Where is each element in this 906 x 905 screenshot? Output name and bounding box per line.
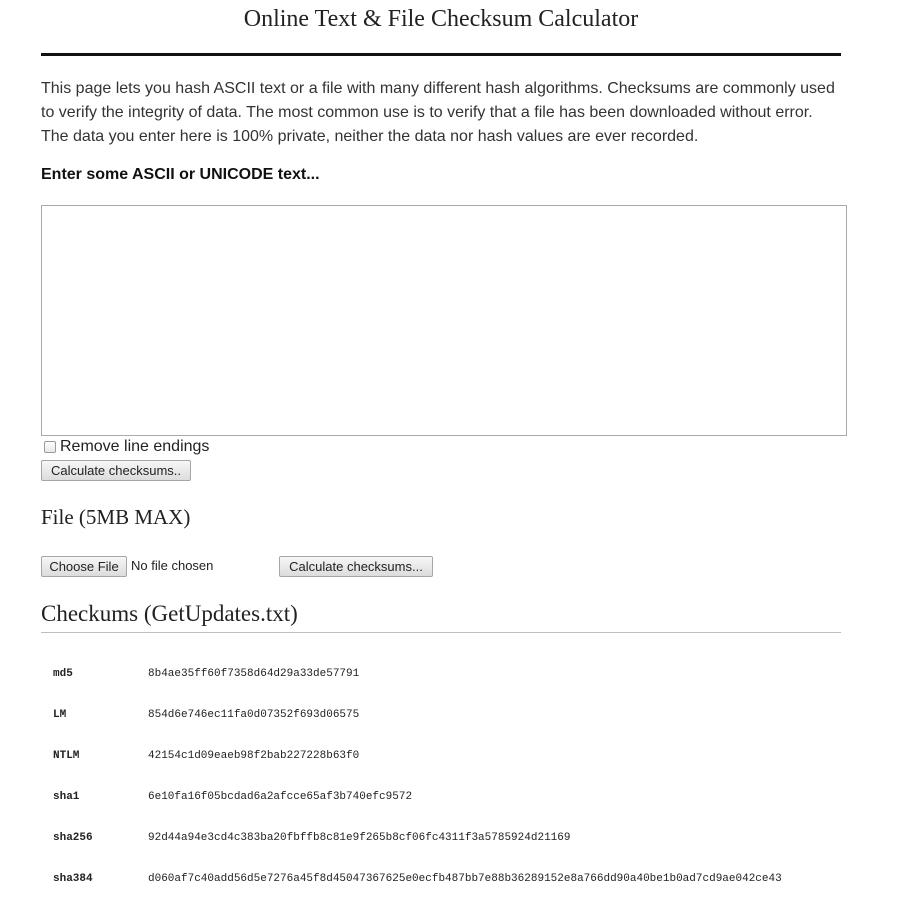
intro-line-2: to verify the integrity of data. The most common use is to verify that a file has been downloaded without error. [41, 104, 813, 121]
hash-value: 42154c1d09eaeb98f2bab227228b63f0 [148, 750, 360, 762]
hash-algorithm-name: md5 [53, 668, 73, 680]
remove-line-endings-label[interactable]: Remove line endings [60, 438, 210, 455]
intro-line-1: This page lets you hash ASCII text or a file with many different hash algorithms. Checksums are commonly used [41, 80, 835, 97]
hash-algorithm-name: sha384 [53, 873, 93, 885]
checksums-divider [41, 632, 841, 633]
hash-algorithm-name: sha1 [53, 791, 80, 803]
hash-value: 854d6e746ec11fa0d07352f693d06575 [148, 709, 360, 721]
remove-line-endings-option[interactable] [44, 437, 209, 457]
hash-value: 92d44a94e3cd4c383ba20fbffb8c81e9f265b8cf06fc4311f3a5785924d21169 [148, 832, 571, 844]
hash-value: 8b4ae35ff60f7358d64d29a33de57791 [148, 668, 360, 680]
calculate-file-checksums-button[interactable]: Calculate checksums... [279, 556, 433, 577]
title-divider [41, 53, 841, 56]
remove-line-endings-checkbox[interactable] [44, 441, 56, 453]
calculate-text-checksums-button[interactable]: Calculate checksums.. [41, 460, 191, 481]
checksums-heading: Checkums (GetUpdates.txt) [41, 601, 298, 626]
file-section-heading: File (5MB MAX) [41, 505, 191, 529]
choose-file-button[interactable]: Choose File [41, 556, 127, 577]
intro-paragraph [41, 77, 851, 149]
hash-algorithm-name: NTLM [53, 750, 80, 762]
intro-line-3: The data you enter here is 100% private, neither the data nor hash values are ever recorded. [41, 128, 699, 145]
file-status-text: No file chosen [131, 558, 214, 573]
hash-value: d060af7c40add56d5e7276a45f8d45047367625e0ecfb487bb7e88b36289152e8a766dd90a40be1b0ad7cd9ae042ce43 [148, 873, 782, 885]
hash-algorithm-name: sha256 [53, 832, 93, 844]
hash-value: 6e10fa16f05bcdad6a2afcce65af3b740efc9572 [148, 791, 413, 803]
text-input-area[interactable] [41, 205, 847, 436]
text-input-label: Enter some ASCII or UNICODE text... [41, 166, 320, 183]
hash-algorithm-name: LM [53, 709, 67, 721]
page-title: Online Text & File Checksum Calculator [243, 6, 639, 32]
